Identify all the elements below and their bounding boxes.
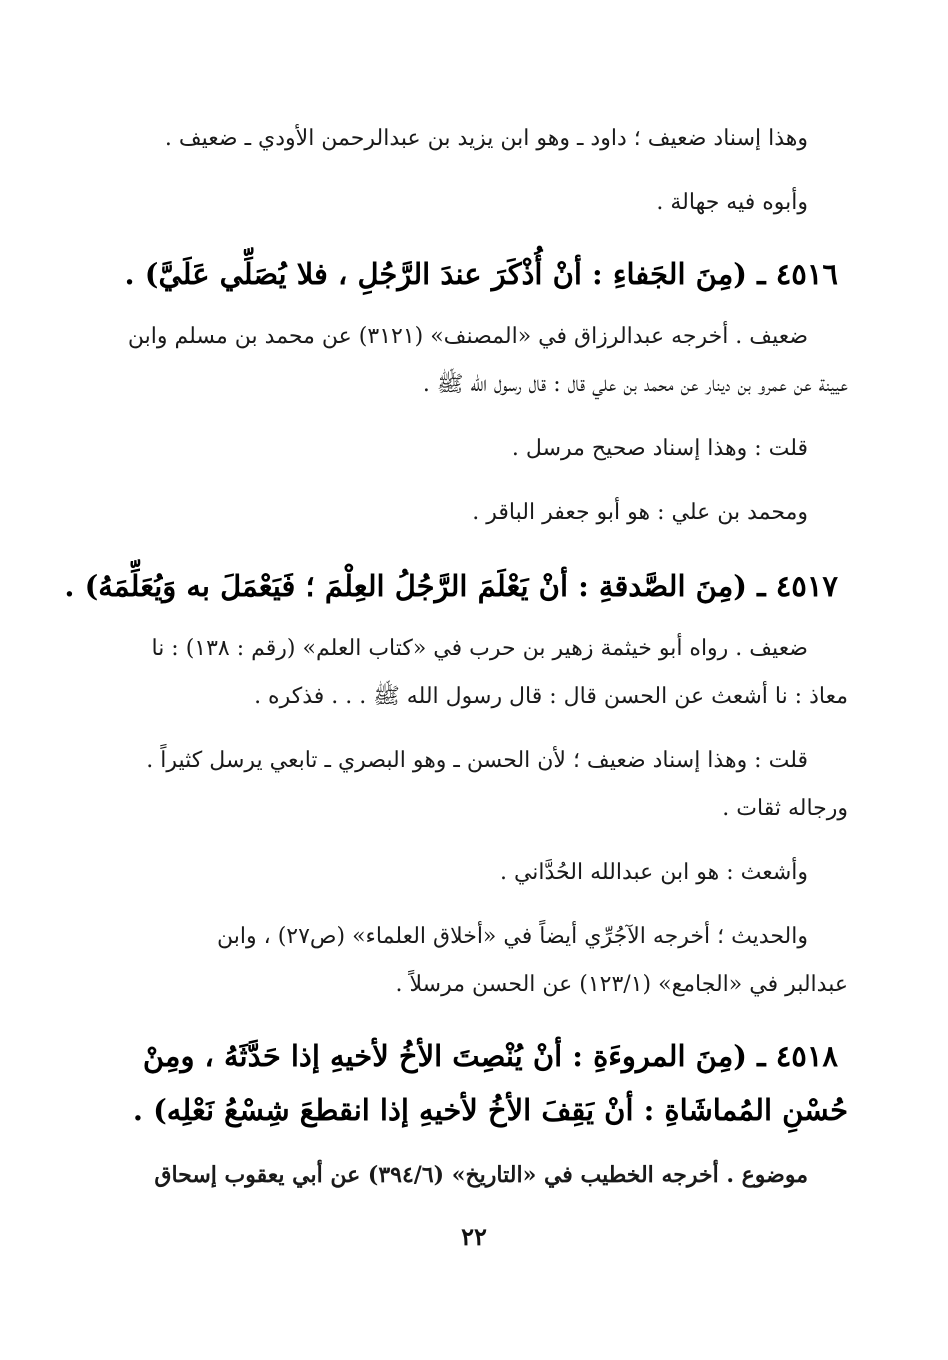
text-line: ومحمد بن علي : هو أبو جعفر الباقر . xyxy=(472,500,808,525)
text-line: قلت : وهذا إسناد صحيح مرسل . xyxy=(511,436,808,461)
hadith-heading-4517: ٤٥١٧ ـ (مِنَ الصَّدقةِ : أنْ يَعْلَمَ الرَّجُلُ العِلْمَ ؛ فَيَعْمَلَ به وَيُعَلِّمَهُ) . xyxy=(64,569,838,603)
hadith-heading-4518-cont: حُسْنِ المُماشَاةِ : أنْ يَقِفَ الأخُ لأخيهِ إذا انقطعَ شِسْعُ نَعْلِه) . xyxy=(132,1093,848,1127)
text-line: قلت : وهذا إسناد ضعيف ؛ لأن الحسن ـ وهو البصري ـ تابعي يرسل كثيراً . xyxy=(146,748,808,773)
hadith-heading-4516: ٤٥١٦ ـ (مِنَ الجَفاءِ : أنْ أُذْكَرَ عندَ الرَّجُلِ ، فلا يُصَلِّي عَلَيَّ) . xyxy=(124,257,838,291)
text-line: عبدالبر في «الجامع» (١٢٣/١) عن الحسن مرسلاً . xyxy=(395,972,848,997)
text-line: ورجاله ثقات . xyxy=(722,796,848,821)
text-line: عيينة عن عمرو بن دينار عن محمد بن علي قال : قال رسول الله ﷺ . xyxy=(422,372,848,397)
text-line: ضعيف . رواه أبو خيثمة زهير بن حرب في «كتاب العلم» (رقم : ١٣٨) : نا xyxy=(151,636,808,661)
text-line: وأبوه فيه جهالة . xyxy=(656,190,808,215)
text-line: ضعيف . أخرجه عبدالرزاق في «المصنف» (٣١٢١) عن محمد بن مسلم وابن xyxy=(127,324,808,349)
hadith-heading-4518: ٤٥١٨ ـ (مِنَ المروءَةِ : أنْ يُنْصِتَ الأخُ لأخيهِ إذا حَدَّثَهُ ، ومِنْ xyxy=(142,1039,838,1073)
text-line: والحديث ؛ أخرجه الآجُرِّي أيضاً في «أخلاق العلماء» (ص٢٧) ، وابن xyxy=(217,924,808,949)
text-line: معاذ : نا أشعث عن الحسن قال : قال رسول الله ﷺ . . . فذكره . xyxy=(254,684,848,709)
text-line: موضوع . أخرجه الخطيب في «التاريخ» (٣٩٤/٦) عن أبي يعقوب إسحاق xyxy=(154,1162,808,1188)
page-number: ٢٢ xyxy=(461,1222,487,1251)
text-line: وأشعث : هو ابن عبدالله الحُدَّاني . xyxy=(499,860,808,885)
text-line: وهذا إسناد ضعيف ؛ داود ـ وهو ابن يزيد بن عبدالرحمن الأودي ـ ضعيف . xyxy=(164,126,808,151)
